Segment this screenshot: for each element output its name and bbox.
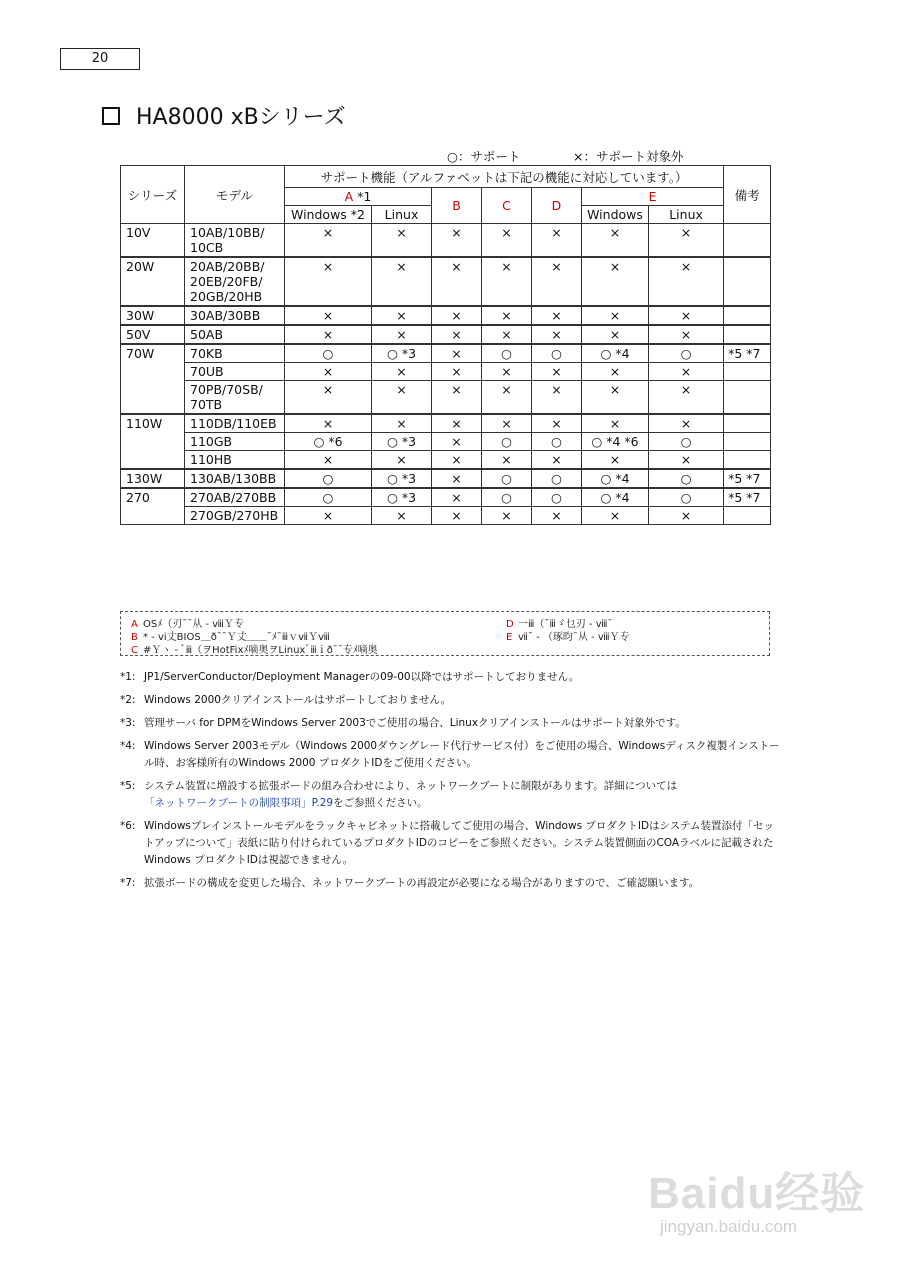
remark-cell <box>724 433 771 451</box>
model-cell: 30AB/30BB <box>185 306 285 325</box>
support-cell: ○ <box>649 488 724 507</box>
series-cell: 70W <box>121 344 185 414</box>
support-cell: × <box>432 488 482 507</box>
table-row <box>121 325 771 344</box>
support-cell: × <box>432 433 482 451</box>
support-cell: × <box>532 224 582 258</box>
support-cell: × <box>582 224 649 258</box>
support-cell: × <box>432 363 482 381</box>
support-cell: × <box>372 507 432 525</box>
remark-cell: *5 *7 <box>724 488 771 507</box>
support-cell: × <box>285 363 372 381</box>
model-cell: 70KB <box>185 344 285 363</box>
remark-cell <box>724 224 771 258</box>
support-cell: ○ *3 <box>372 433 432 451</box>
footnote: *6: Windowsプレインストールモデルをラックキャビネットに搭載してご使用の場合、Windows プロダクトIDはシステム装置添付「セットアップについて」表紙に貼り付けられているプロダクトIDのコピーをご参照ください。システム装置側面のCOAラベルに記載されたWindows プロダクトIDは視認できません。 <box>120 820 775 866</box>
watermark-url: jingyan.baidu.com <box>660 1217 798 1236</box>
model-cell: 110HB <box>185 451 285 470</box>
header-model: モデル <box>185 166 285 224</box>
checkbox-square-icon <box>102 107 120 125</box>
legend-c: C #Ｙヽ - ﾞⅲ（ヲHotFixﾒ嘀奥ヲLinuxﾞⅲｉð¯¯专ﾒ嘀奥 <box>131 645 378 656</box>
model-cell: 270GB/270HB <box>185 507 285 525</box>
support-cell: × <box>432 325 482 344</box>
header-a <box>285 188 432 206</box>
remark-cell <box>724 325 771 344</box>
table-row <box>121 451 771 470</box>
support-cell: × <box>432 344 482 363</box>
support-cell: × <box>372 451 432 470</box>
support-cell: × <box>285 224 372 258</box>
support-cell: × <box>582 306 649 325</box>
support-cell: × <box>372 363 432 381</box>
support-cell: × <box>285 507 372 525</box>
page-title <box>102 100 346 131</box>
legend-d: D 一ⅲ（¯ⅲゞ乜刃 - ⅷ¯ <box>506 619 613 630</box>
legend-a: A OSﾒ（刃¯¯从 - ⅷＹ专 <box>131 619 244 630</box>
header-a-linux: Linux <box>372 206 432 224</box>
header-b: B <box>432 188 482 224</box>
table-row <box>121 306 771 325</box>
support-cell: × <box>285 325 372 344</box>
remark-cell <box>724 507 771 525</box>
support-cell: × <box>372 414 432 433</box>
header-e: E <box>582 188 724 206</box>
remark-cell: *5 *7 <box>724 344 771 363</box>
support-cell: ○ <box>532 344 582 363</box>
support-cell: ○ <box>482 469 532 488</box>
series-cell: 270 <box>121 488 185 525</box>
support-cell: × <box>649 224 724 258</box>
support-cell: × <box>432 381 482 415</box>
baidu-watermark <box>620 1145 880 1265</box>
footnote: *1: JP1/ServerConductor/Deployment Managerの09-00以降ではサポートしておりません。 <box>120 671 580 683</box>
support-cell: × <box>582 414 649 433</box>
support-cell: ○ <box>482 488 532 507</box>
support-cell: × <box>285 414 372 433</box>
support-cell: × <box>482 507 532 525</box>
support-cell: ○ <box>285 344 372 363</box>
support-cell: × <box>432 507 482 525</box>
support-cell: × <box>582 507 649 525</box>
support-cell: ○ <box>285 488 372 507</box>
series-cell: 10V <box>121 224 185 258</box>
support-cell: × <box>372 325 432 344</box>
support-cell: ○ *4 <box>582 469 649 488</box>
remark-cell: *5 *7 <box>724 469 771 488</box>
support-cell: ○ *4 <box>582 488 649 507</box>
support-cell: × <box>649 507 724 525</box>
support-cell: ○ *6 <box>285 433 372 451</box>
header-a-letter: A <box>344 189 354 204</box>
support-cell: × <box>482 414 532 433</box>
remark-cell <box>724 451 771 470</box>
support-cell: ○ <box>532 469 582 488</box>
support-cell: × <box>372 381 432 415</box>
series-cell: 30W <box>121 306 185 325</box>
support-cell: × <box>285 306 372 325</box>
support-cell: ○ <box>532 433 582 451</box>
footnote: *7: 拡張ボードの構成を変更した場合、ネットワークブートの再設定が必要になる場合がありますので、ご確認願います。 <box>120 877 700 889</box>
support-cell: × <box>649 451 724 470</box>
function-legend <box>120 611 770 656</box>
support-cell: × <box>532 381 582 415</box>
table-row <box>121 344 771 363</box>
support-cell: ○ *3 <box>372 488 432 507</box>
legend-e: E ⅶ¯ - （琢昀¯从 - ⅷＹ专 <box>506 632 630 643</box>
remark-cell <box>724 257 771 306</box>
series-cell: 130W <box>121 469 185 488</box>
support-cell: × <box>482 381 532 415</box>
header-e-windows: Windows <box>582 206 649 224</box>
support-cell: ○ *4 <box>582 344 649 363</box>
support-cell: × <box>649 381 724 415</box>
support-cell: × <box>372 224 432 258</box>
support-cell: × <box>532 306 582 325</box>
table-row <box>121 224 771 258</box>
support-table <box>120 165 771 525</box>
support-cell: × <box>285 451 372 470</box>
support-cell: ○ *3 <box>372 344 432 363</box>
support-cell: × <box>482 224 532 258</box>
table-row <box>121 414 771 433</box>
header-a-windows: Windows *2 <box>285 206 372 224</box>
series-cell: 20W <box>121 257 185 306</box>
support-cell: × <box>432 224 482 258</box>
support-cell: × <box>482 451 532 470</box>
support-cell: × <box>649 257 724 306</box>
remark-cell <box>724 414 771 433</box>
model-cell: 130AB/130BB <box>185 469 285 488</box>
legend-support: ○：サポート <box>447 149 521 164</box>
support-cell: ○ <box>649 469 724 488</box>
support-cell: × <box>482 363 532 381</box>
table-row <box>121 363 771 381</box>
header-series: シリーズ <box>121 166 185 224</box>
support-cell: × <box>532 507 582 525</box>
support-cell: × <box>649 306 724 325</box>
support-cell: × <box>649 325 724 344</box>
support-cell: × <box>285 381 372 415</box>
support-cell: × <box>482 257 532 306</box>
page-number: 20 <box>60 48 140 70</box>
header-c: C <box>482 188 532 224</box>
header-a-note: *1 <box>357 189 372 204</box>
support-cell: × <box>432 306 482 325</box>
table-row <box>121 488 771 507</box>
support-cell: × <box>532 451 582 470</box>
support-cell: ○ <box>482 433 532 451</box>
model-cell: 50AB <box>185 325 285 344</box>
support-cell: × <box>432 469 482 488</box>
support-cell: × <box>582 257 649 306</box>
support-cell: × <box>372 257 432 306</box>
header-remarks: 備考 <box>724 166 771 224</box>
support-cell: × <box>482 306 532 325</box>
support-cell: ○ <box>649 433 724 451</box>
table-row <box>121 507 771 525</box>
support-cell: × <box>649 363 724 381</box>
baidu-logo: Baidu经验 <box>648 1169 866 1218</box>
legend-not-supported: ×：サポート対象外 <box>573 149 684 164</box>
remark-cell <box>724 381 771 415</box>
table-row <box>121 257 771 306</box>
model-cell: 70UB <box>185 363 285 381</box>
support-cell: × <box>372 306 432 325</box>
table-row <box>121 433 771 451</box>
model-cell: 110GB <box>185 433 285 451</box>
support-cell: × <box>432 414 482 433</box>
legend-b: B * - vi丈BIOS＿ð¯¯Ｙ丈＿＿¯ﾒ¯ⅲｖⅶＹⅷ <box>131 632 330 643</box>
support-cell: × <box>432 257 482 306</box>
support-cell: ○ <box>532 488 582 507</box>
model-cell: 110DB/110EB <box>185 414 285 433</box>
model-cell: 20AB/20BB/ 20EB/20FB/ 20GB/20HB <box>185 257 285 306</box>
network-boot-limit-link[interactable]: 「ネットワークブートの制限事項」P.29 <box>144 797 334 809</box>
model-cell: 270AB/270BB <box>185 488 285 507</box>
model-cell: 70PB/70SB/ 70TB <box>185 381 285 415</box>
remark-cell <box>724 306 771 325</box>
footnote: *2: Windows 2000クリアインストールはサポートしておりません。 <box>120 694 452 706</box>
support-cell: × <box>482 325 532 344</box>
header-support-func: サポート機能（アルファベットは下記の機能に対応しています。） <box>285 166 724 188</box>
remark-cell <box>724 363 771 381</box>
table-row <box>121 381 771 415</box>
support-cell: × <box>649 414 724 433</box>
support-cell: × <box>582 381 649 415</box>
footnote: *3: 管理サーバ for DPMをWindows Server 2003でご使用の場合、Linuxクリアインストールはサポート対象外です。 <box>120 717 686 729</box>
page-title-text: HA8000 xBシリーズ <box>136 105 346 130</box>
support-cell: × <box>582 451 649 470</box>
support-cell: × <box>432 451 482 470</box>
support-cell: × <box>532 414 582 433</box>
model-cell: 10AB/10BB/ 10CB <box>185 224 285 258</box>
footnotes <box>120 669 780 898</box>
support-cell: × <box>582 363 649 381</box>
support-cell: × <box>285 257 372 306</box>
footnote: *5: システム装置に増設する拡張ボードの組み合わせにより、ネットワークブートに制限があります。詳細については 「ネットワークブートの制限事項」P.29をご参照ください。 <box>120 780 678 809</box>
series-cell: 50V <box>121 325 185 344</box>
support-cell: ○ <box>649 344 724 363</box>
header-e-linux: Linux <box>649 206 724 224</box>
support-cell: ○ <box>285 469 372 488</box>
table-row <box>121 469 771 488</box>
support-cell: × <box>532 257 582 306</box>
header-d: D <box>532 188 582 224</box>
footnote: *4: Windows Server 2003モデル（Windows 2000ダウングレード代行サービス付）をご使用の場合、Windowsディスク複製インストール時、お客様所有のWindows 2000 プロダクトIDをご使用ください。 <box>120 740 780 769</box>
support-cell: × <box>532 325 582 344</box>
support-cell: × <box>532 363 582 381</box>
support-cell: × <box>582 325 649 344</box>
support-cell: ○ *3 <box>372 469 432 488</box>
support-cell: ○ *4 *6 <box>582 433 649 451</box>
support-cell: ○ <box>482 344 532 363</box>
series-cell: 110W <box>121 414 185 469</box>
